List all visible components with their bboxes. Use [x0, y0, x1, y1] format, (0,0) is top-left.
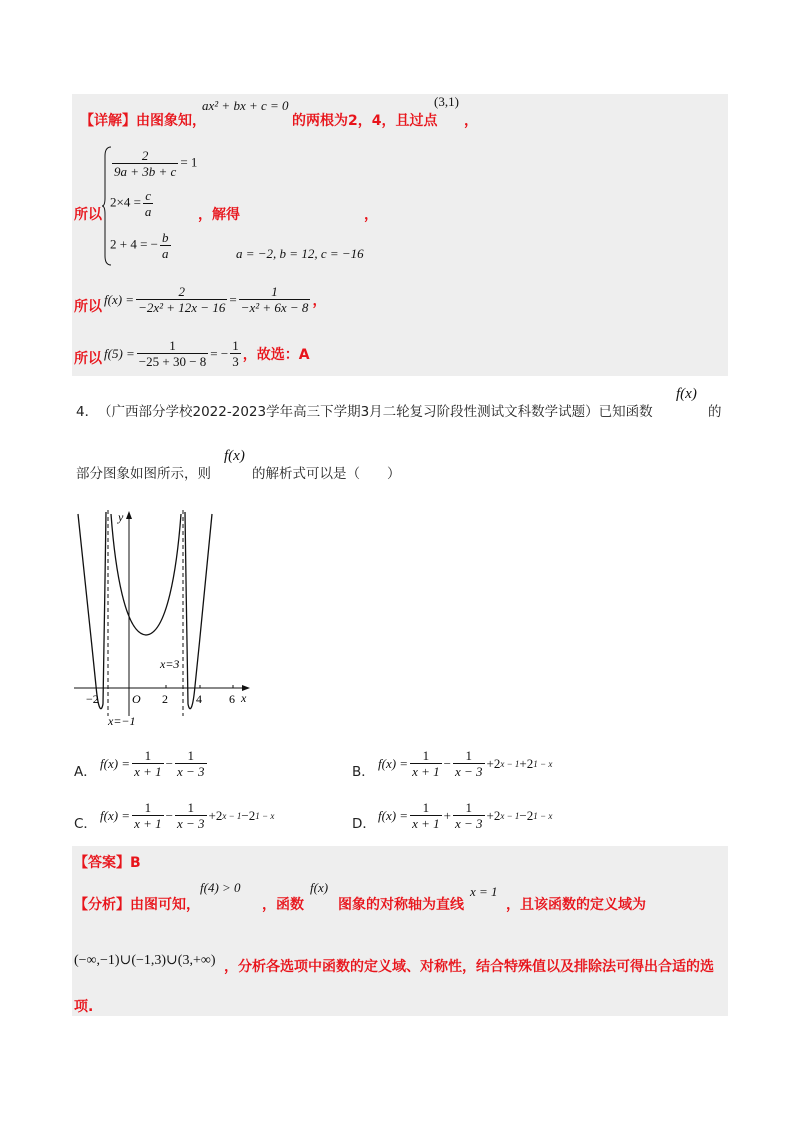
- curve-left-branch: [78, 512, 106, 709]
- question-tail: 的: [708, 404, 722, 420]
- symmetry-axis: x = 1: [470, 884, 498, 899]
- f5-expression: f(5) = $\frac{1}{-25 + 30 - 8}$ = − $\frac{1}{3}$ ，故选：A: [104, 338, 310, 369]
- line3-prefix: 所以: [74, 299, 102, 315]
- analysis-text-2: 图象的对称轴为直线: [338, 897, 464, 913]
- solve-label: ，解得: [198, 207, 240, 223]
- fx-expression: f(x) = $\frac{2}{\text{−2x² + 12x − 16}}$ = $\frac{1}{\text{−x² + 6x − 8}}$ ，: [104, 284, 327, 315]
- option-a-label: A．: [74, 764, 97, 780]
- question-line-1: [76, 386, 736, 426]
- answer-panel: [72, 846, 728, 1016]
- question-source: （广西部分学校2022-2023学年高三下学期3月二轮复习阶段性测试文科数学试题）已知函数: [98, 404, 653, 420]
- function-graph: [70, 508, 270, 728]
- tick-label-2: 2: [162, 692, 168, 706]
- question-line2-end: 的解析式可以是（ ）: [252, 466, 401, 482]
- analysis-tag: 【分析】由图可知，: [74, 897, 200, 913]
- option-d-label: D．: [352, 816, 376, 832]
- system-eq-3: 2 + 4 = − $\frac{b}{a}$: [110, 230, 169, 261]
- system-eq-1: $\frac{2}{9a + 3b + c}$ = 1: [114, 148, 198, 179]
- y-axis-label: y: [118, 510, 124, 524]
- analysis-text-3: ，且该函数的定义域为: [506, 897, 646, 913]
- question-line-2: [76, 448, 576, 488]
- y-axis-arrow: [126, 511, 132, 519]
- tick-label-4: 4: [196, 692, 202, 706]
- origin-label: O: [132, 692, 141, 706]
- question-number: 4．: [76, 404, 99, 420]
- answer-line: 【答案】B: [74, 855, 141, 871]
- option-d-formula: f(x) = $\frac{1}{x + 1}$ + $\frac{1}{x - 3}$ + 2 x − 1 − 2 1 − x: [378, 800, 553, 831]
- solution-values: a = −2, b = 12, c = −16: [236, 246, 364, 261]
- roots-text: 的两根为2，4，且过点: [292, 113, 438, 129]
- system-comma: ，: [364, 207, 378, 223]
- option-b-formula: f(x) = $\frac{1}{x + 1}$ − $\frac{1}{x - 3}$ + 2 x − 1 + 2 1 − x: [378, 748, 553, 779]
- curve-middle-branch: [111, 514, 181, 635]
- option-c-formula: f(x) = $\frac{1}{x + 1}$ − $\frac{1}{x - 3}$ + 2 x − 1 − 2 1 − x: [100, 800, 275, 831]
- x-axis-label: x: [241, 691, 247, 705]
- option-c-label: C．: [74, 816, 97, 832]
- domain-expression: (−∞,−1)∪(−1,3)∪(3,+∞): [74, 953, 216, 968]
- analysis-text-4: ，分析各选项中函数的定义域、对称性，结合特殊值以及排除法可得出合适的选: [224, 959, 714, 975]
- question-func: f(x): [676, 386, 697, 402]
- detail-tag: 【详解】由图象知，: [80, 113, 206, 129]
- analysis-line-3: 项.: [74, 999, 94, 1015]
- curve-right-branch: [185, 512, 212, 709]
- quadratic-equation: ax² + bx + c = 0: [202, 98, 289, 113]
- option-a-formula: f(x) = $\frac{1}{x + 1}$ − $\frac{1}{x - 3}$: [100, 748, 205, 779]
- option-b-label: B．: [352, 764, 375, 780]
- analysis-text-1: ，函数: [262, 897, 304, 913]
- point-coord: (3,1): [434, 94, 459, 109]
- tick-label-6: 6: [229, 692, 235, 706]
- asymptote-right-label: x=3: [160, 657, 180, 671]
- line4-prefix: 所以: [74, 351, 102, 367]
- analysis-line-2: [74, 946, 730, 982]
- asymptote-left-label: x=−1: [108, 714, 136, 728]
- question-func-2: f(x): [224, 448, 245, 464]
- system-eq-2: 2×4 = $\frac{c}{a}$: [110, 188, 152, 219]
- equation-system: [74, 144, 434, 268]
- analysis-line-1: [74, 876, 724, 916]
- line1-end: ，: [464, 113, 478, 129]
- system-prefix: 所以: [74, 207, 102, 223]
- f4-condition: f(4) > 0: [200, 880, 241, 895]
- analysis-fx: f(x): [310, 880, 329, 895]
- tick-label-neg2: −2: [86, 692, 99, 706]
- question-line2-start: 部分图象如图所示，则: [76, 466, 211, 482]
